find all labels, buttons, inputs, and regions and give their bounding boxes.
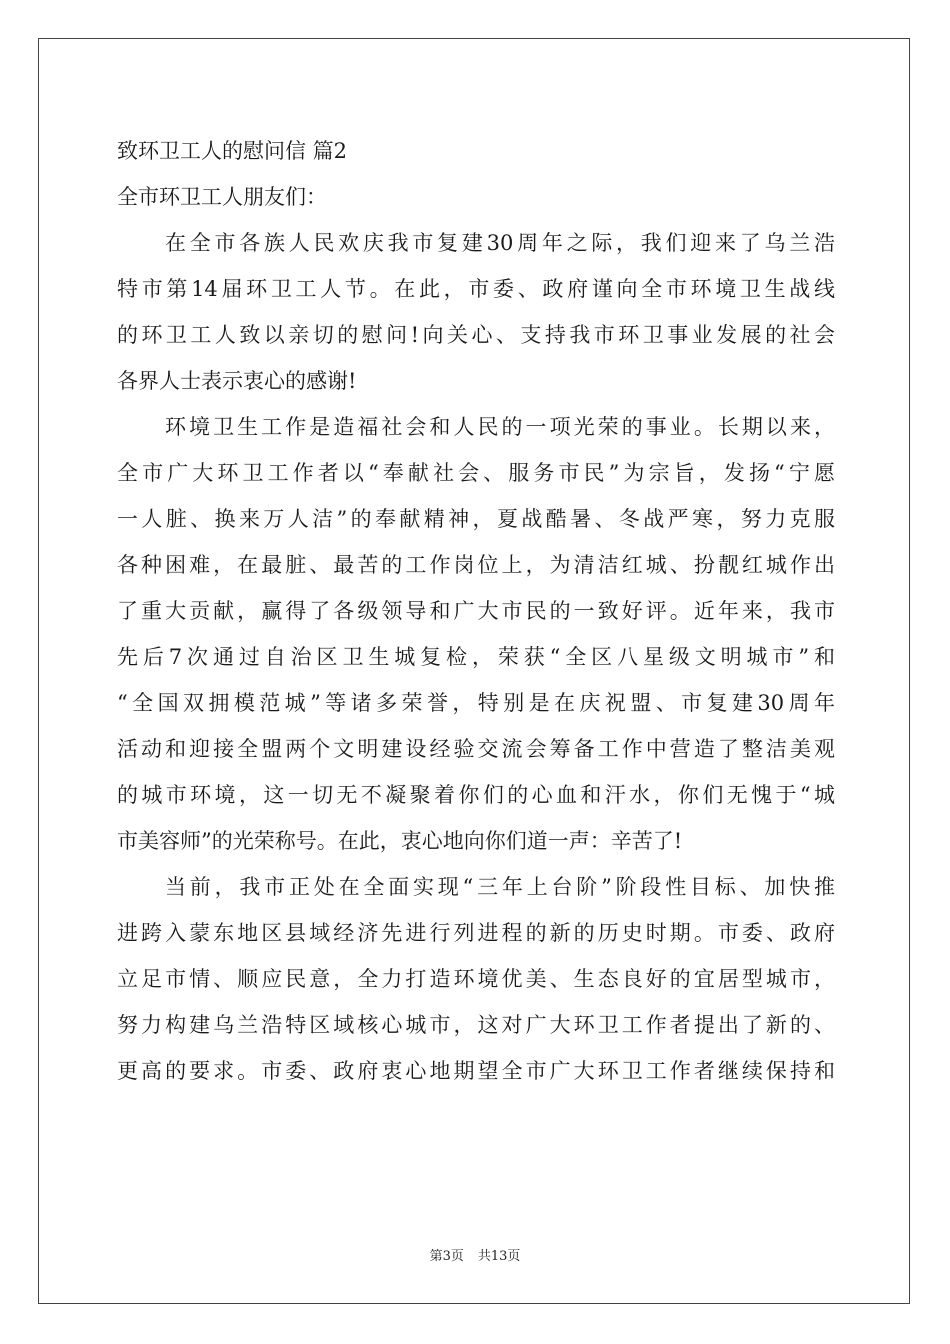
body-line: 更高的要求。市委、政府衷心地期望全市广大环卫工作者继续保持和: [117, 1059, 835, 1083]
body-line: 环境卫生工作是造福社会和人民的一项光荣的事业。长期以来，: [165, 415, 835, 439]
body-line: 先后7次通过自治区卫生城复检，荣获“全区八星级文明城市”和: [117, 645, 835, 669]
body-line: 各界人士表示衷心的感谢!: [117, 369, 357, 393]
body-text: [117, 220, 835, 1094]
document-title: 致环卫工人的慰问信 篇2: [117, 139, 348, 163]
body-line: 的环卫工人致以亲切的慰问!向关心、支持我市环卫事业发展的社会: [117, 323, 835, 347]
body-line: 活动和迎接全盟两个文明建设经验交流会筹备工作中营造了整洁美观: [117, 737, 835, 761]
page-total: 共13页: [477, 1249, 521, 1264]
document-body: [117, 128, 835, 1094]
body-line: 在全市各族人民欢庆我市复建30周年之际，我们迎来了乌兰浩: [165, 231, 835, 255]
body-line: 立足市情、顺应民意，全力打造环境优美、生态良好的宜居型城市，: [117, 967, 835, 991]
body-line: 全市广大环卫工作者以“奉献社会、服务市民”为宗旨，发扬“宁愿: [117, 461, 835, 485]
page-footer: [0, 1245, 950, 1264]
body-line: 了重大贡献，赢得了各级领导和广大市民的一致好评。近年来，我市: [117, 599, 835, 623]
page-number: 第3页: [429, 1249, 464, 1264]
body-line: 各种困难，在最脏、最苦的工作岗位上，为清洁红城、扮靓红城作出: [117, 553, 835, 577]
body-line: 市美容师”的光荣称号。在此，衷心地向你们道一声：辛苦了!: [117, 829, 683, 853]
salutation: 全市环卫工人朋友们：: [117, 185, 327, 209]
body-line: 进跨入蒙东地区县域经济先进行列进程的新的历史时期。市委、政府: [117, 921, 835, 945]
body-line: “全国双拥模范城”等诸多荣誉，特别是在庆祝盟、市复建30周年: [117, 691, 835, 715]
body-line: 一人脏、换来万人洁”的奉献精神，夏战酷暑、冬战严寒，努力克服: [117, 507, 835, 531]
body-line: 当前，我市正处在全面实现“三年上台阶”阶段性目标、加快推: [165, 875, 835, 899]
body-line: 特市第14届环卫工人节。在此，市委、政府谨向全市环境卫生战线: [117, 277, 835, 301]
body-line: 的城市环境，这一切无不凝聚着你们的心血和汗水，你们无愧于“城: [117, 783, 835, 807]
body-line: 努力构建乌兰浩特区域核心城市，这对广大环卫工作者提出了新的、: [117, 1013, 835, 1037]
